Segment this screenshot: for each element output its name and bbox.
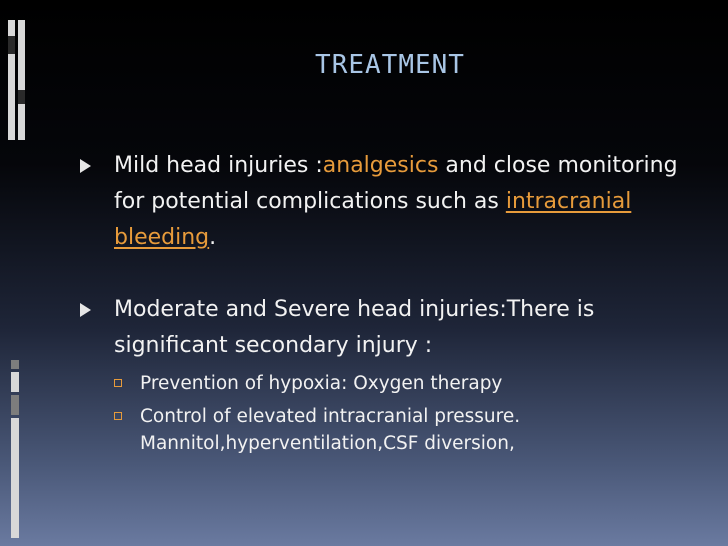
bullet-arrow-icon: [80, 159, 91, 173]
decor-bar: [8, 36, 15, 54]
decor-bar: [11, 360, 19, 369]
bullet-text: and close monitoring for potential complications such as: [114, 153, 678, 214]
spacer: [80, 256, 690, 292]
bullet-text: .: [209, 225, 217, 250]
sub-bullet-item: [80, 403, 690, 457]
link-analgesics[interactable]: analgesics: [322, 153, 439, 178]
slide-content: [80, 148, 690, 457]
bullet-text: Mild head injuries :: [114, 153, 323, 178]
bullet-text: Moderate and Severe head injuries:There is significant secondary injury :: [114, 297, 595, 358]
decor-bar: [11, 418, 19, 538]
decor-bar: [11, 372, 19, 392]
sub-bullet-text: Prevention of hypoxia: Oxygen therapy: [140, 373, 503, 394]
bullet-item: [80, 292, 690, 364]
bullet-item: [80, 148, 690, 256]
decor-bar: [18, 20, 25, 140]
slide-title: TREATMENT: [315, 50, 465, 80]
bullet-arrow-icon: [80, 303, 91, 317]
sub-bullet-item: [80, 370, 690, 397]
sub-bullet-square-icon: [114, 379, 122, 387]
sub-bullet-square-icon: [114, 412, 122, 420]
decorative-bars: [0, 0, 28, 546]
decor-bar: [11, 395, 19, 415]
sub-bullet-text: Control of elevated intracranial pressure. Mannitol,hyperventilation,CSF diversion,: [140, 406, 521, 454]
decor-bar: [18, 90, 25, 104]
link-intracranial-bleeding[interactable]: intracranial bleeding: [114, 189, 632, 250]
